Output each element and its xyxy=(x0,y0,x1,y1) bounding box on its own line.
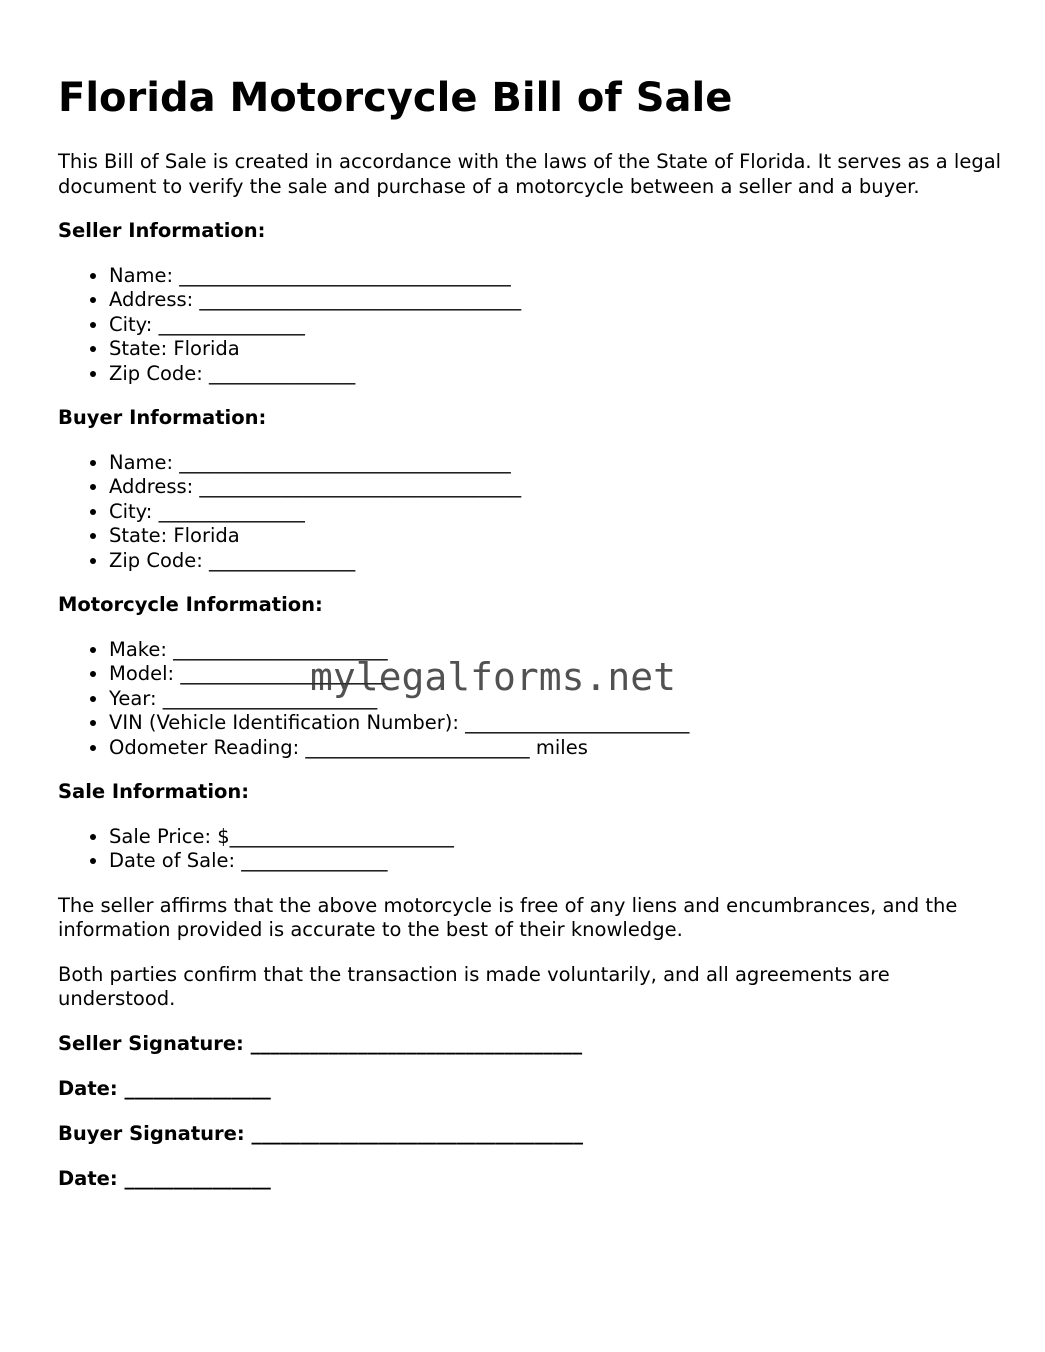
motorcycle-heading: Motorcycle Information: xyxy=(58,593,323,616)
sale-price-field: • Sale Price: $_______________________ xyxy=(109,825,1003,850)
seller-heading: Seller Information: xyxy=(58,219,266,242)
intro-paragraph: This Bill of Sale is created in accordance with the laws of the State of Florida. It serves as a legal document to verify the sale and purchase of a motorcycle between a seller and a buyer. xyxy=(58,150,1002,198)
confirmation-paragraph: Both parties confirm that the transaction is made voluntarily, and all agreements are understood. xyxy=(58,962,890,1010)
sale-date-field: • Date of Sale: _______________ xyxy=(109,849,1003,874)
buyer-date-line: Date: _______________ xyxy=(58,1166,271,1190)
seller-signature-line: Seller Signature: __________________________________ xyxy=(58,1031,583,1055)
sale-heading: Sale Information: xyxy=(58,780,250,803)
seller-name-field: • Name: __________________________________ xyxy=(109,264,1003,289)
buyer-list xyxy=(58,451,1003,574)
motorcycle-odometer-field: • Odometer Reading: _______________________ miles xyxy=(109,736,1003,761)
affirmation-paragraph: The seller affirms that the above motorcycle is free of any liens and encumbrances, and the information provided is accurate to the best of their knowledge. xyxy=(58,893,958,941)
motorcycle-make-field: • Make: ______________________ xyxy=(109,638,1003,663)
sale-list xyxy=(58,825,1003,874)
watermark-text: mylegalforms.net xyxy=(310,655,677,699)
motorcycle-year-field: • Year: ______________________ xyxy=(109,687,1003,712)
motorcycle-model-field: • Model: _____________________ xyxy=(109,662,1003,687)
buyer-state-field: • State: Florida xyxy=(109,524,1003,549)
buyer-address-field: • Address: _________________________________ xyxy=(109,475,1003,500)
seller-address-field: • Address: _________________________________ xyxy=(109,288,1003,313)
buyer-zip-field: • Zip Code: _______________ xyxy=(109,549,1003,574)
seller-state-field: • State: Florida xyxy=(109,337,1003,362)
buyer-name-field: • Name: __________________________________ xyxy=(109,451,1003,476)
seller-city-field: • City: _______________ xyxy=(109,313,1003,338)
seller-zip-field: • Zip Code: _______________ xyxy=(109,362,1003,387)
seller-date-line: Date: _______________ xyxy=(58,1076,271,1100)
document-page xyxy=(58,72,1003,1212)
buyer-heading: Buyer Information: xyxy=(58,406,267,429)
page-title: Florida Motorcycle Bill of Sale xyxy=(58,75,733,121)
buyer-city-field: • City: _______________ xyxy=(109,500,1003,525)
seller-list xyxy=(58,264,1003,387)
buyer-signature-line: Buyer Signature: __________________________________ xyxy=(58,1121,583,1145)
motorcycle-vin-field: • VIN (Vehicle Identification Number): _______________________ xyxy=(109,711,1003,736)
